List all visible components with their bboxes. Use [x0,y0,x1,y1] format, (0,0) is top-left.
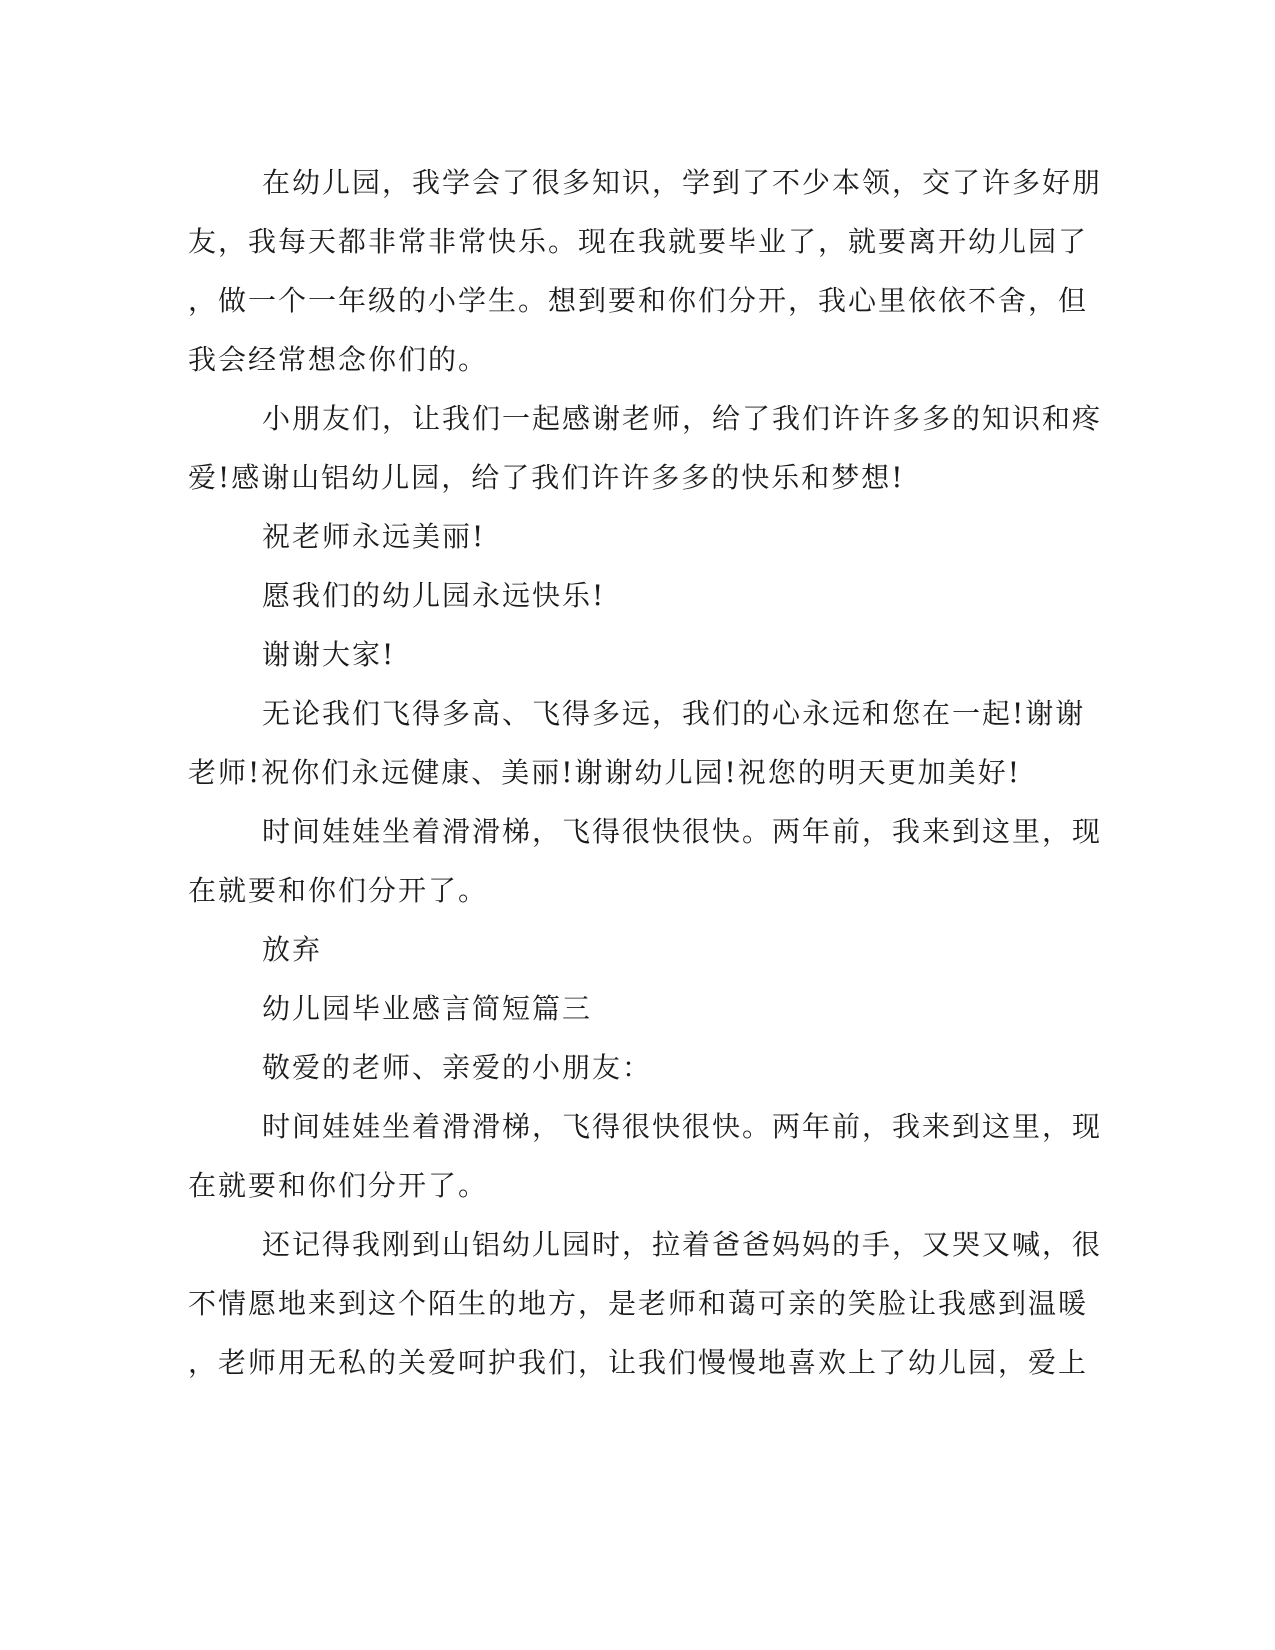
text-line: ，老师用无私的关爱呵护我们，让我们慢慢地喜欢上了幼儿园，爱上 [188,1346,1089,1379]
text-line: 在幼儿园，我学会了很多知识，学到了不少本领，交了许多好朋 [262,166,1103,199]
text-line: ，做一个一年级的小学生。想到要和你们分开，我心里依依不舍，但 [188,284,1089,317]
paragraph [188,166,1103,376]
salutation [188,1053,1068,1083]
document-body [188,160,1103,1379]
paragraph [188,640,1068,670]
text-line: 还记得我刚到山铝幼儿园时，拉着爸爸妈妈的手，又哭又喊，很 [262,1228,1103,1261]
text-line: 幼儿园毕业感言简短篇三 [262,992,593,1025]
text-line: 小朋友们，让我们一起感谢老师，给了我们许许多多的知识和疼 [262,402,1103,435]
text-line: 老师!祝你们永远健康、美丽!谢谢幼儿园!祝您的明天更加美好! [188,756,1022,789]
paragraph [188,935,1068,965]
text-line: 我会经常想念你们的。 [188,343,489,376]
paragraph [188,581,1068,611]
paragraph [188,522,1068,552]
paragraph [188,402,1103,494]
text-line: 友，我每天都非常非常快乐。现在我就要毕业了，就要离开幼儿园了 [188,225,1089,258]
text-line: 放弃 [262,933,323,966]
text-line: 时间娃娃坐着滑滑梯，飞得很快很快。两年前，我来到这里，现 [262,1110,1103,1143]
text-line: 不情愿地来到这个陌生的地方，是老师和蔼可亲的笑脸让我感到温暖 [188,1287,1089,1320]
paragraph [188,697,1086,789]
text-line: 在就要和你们分开了。 [188,874,489,907]
text-line: 在就要和你们分开了。 [188,1169,489,1202]
text-line: 谢谢大家! [262,638,396,671]
text-line: 无论我们飞得多高、飞得多远，我们的心永远和您在一起!谢谢 [262,697,1086,730]
text-line: 时间娃娃坐着滑滑梯，飞得很快很快。两年前，我来到这里，现 [262,815,1103,848]
text-line: 敬爱的老师、亲爱的小朋友： [262,1051,653,1084]
text-line: 祝老师永远美丽! [262,520,486,553]
text-line: 爱!感谢山铝幼儿园，给了我们许许多多的快乐和梦想! [188,461,905,494]
section-heading [188,994,1068,1024]
paragraph [188,1110,1103,1202]
paragraph [188,1228,1103,1379]
text-line: 愿我们的幼儿园永远快乐! [262,579,606,612]
paragraph [188,815,1103,907]
